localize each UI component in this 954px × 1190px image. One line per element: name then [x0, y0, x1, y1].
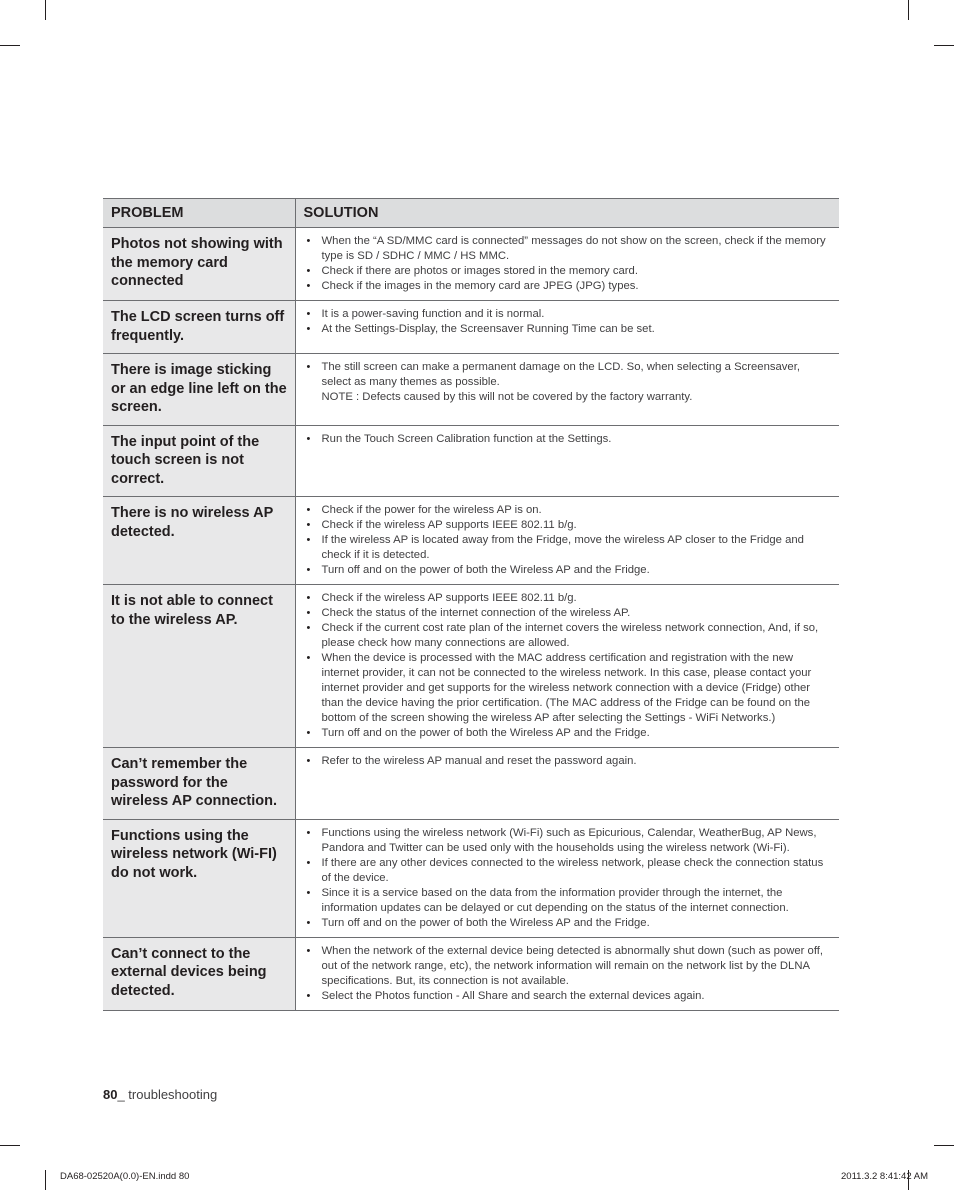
- table-header-row: [103, 199, 839, 228]
- solution-item: • Functions using the wireless network (Wi-Fi) such as Epicurious, Calendar, WeatherBug, AP News, Pandora and Twitter can be used only with the households using the wireless network (Wi-Fi).: [304, 826, 832, 856]
- solution-list: [304, 234, 832, 294]
- solution-cell: [295, 819, 839, 937]
- solution-list: [304, 944, 832, 1004]
- solution-item: • It is a power-saving function and it is normal.: [304, 307, 832, 322]
- solution-item: • If there are any other devices connected to the wireless network, please check the connection status of the device.: [304, 856, 832, 886]
- solution-item: • Turn off and on the power of both the Wireless AP and the Fridge.: [304, 563, 832, 578]
- solution-item: • Turn off and on the power of both the Wireless AP and the Fridge.: [304, 726, 832, 741]
- solution-cell: [295, 228, 839, 301]
- crop-mark: [908, 0, 909, 20]
- solution-list: [304, 307, 832, 337]
- table-row: [103, 354, 839, 426]
- problem-cell: Functions using the wireless network (Wi-FI) do not work.: [103, 819, 295, 937]
- solution-column-header: SOLUTION: [295, 199, 839, 228]
- table-row: [103, 228, 839, 301]
- crop-mark: [45, 0, 46, 20]
- problem-cell: Can’t remember the password for the wireless AP connection.: [103, 748, 295, 820]
- page-footer: [103, 1087, 217, 1102]
- solution-list: [304, 826, 832, 931]
- solution-item: • Check if the wireless AP supports IEEE 802.11 b/g.: [304, 591, 832, 606]
- solution-list: [304, 360, 832, 405]
- solution-item: • When the “A SD/MMC card is connected” messages do not show on the screen, check if the memory type is SD / SDHC / MMC / HS MMC.: [304, 234, 832, 264]
- solution-item: NOTE : Defects caused by this will not be covered by the factory warranty.: [321, 391, 693, 403]
- problem-cell: There is image sticking or an edge line left on the screen.: [103, 354, 295, 426]
- page-number: 80: [103, 1087, 118, 1102]
- solution-item: • Refer to the wireless AP manual and reset the password again.: [304, 754, 832, 769]
- crop-mark: [0, 1145, 20, 1146]
- problem-cell: The input point of the touch screen is not correct.: [103, 425, 295, 497]
- solution-item: • When the network of the external device being detected is abnormally shut down (such as power off, out of the network range, etc), the network information will remain on the network list by the DLNA specifications. But, its connection is not available.: [304, 944, 832, 989]
- troubleshooting-table: [103, 198, 839, 1011]
- problem-cell: There is no wireless AP detected.: [103, 497, 295, 585]
- crop-mark: [934, 1145, 954, 1146]
- solution-cell: [295, 937, 839, 1010]
- solution-item: • Check if the power for the wireless AP is on.: [304, 503, 832, 518]
- solution-item: • Turn off and on the power of both the Wireless AP and the Fridge.: [304, 916, 832, 931]
- solution-item: • Select the Photos function - All Share and search the external devices again.: [304, 989, 832, 1004]
- solution-item: • Run the Touch Screen Calibration function at the Settings.: [304, 432, 832, 447]
- solution-list: [304, 591, 832, 741]
- table-row: [103, 497, 839, 585]
- solution-list: [304, 503, 832, 578]
- problem-cell: The LCD screen turns off frequently.: [103, 301, 295, 354]
- table-row: [103, 819, 839, 937]
- section-name: _ troubleshooting: [117, 1087, 218, 1102]
- table-row: [103, 748, 839, 820]
- slug-timestamp: 2011.3.2 8:41:42 AM: [841, 1171, 928, 1182]
- solution-item: • Check if there are photos or images stored in the memory card.: [304, 264, 832, 279]
- solution-item: • Check if the current cost rate plan of the internet covers the wireless network connection, And, if so, please check how many connections are allowed.: [304, 621, 832, 651]
- solution-list: [304, 432, 832, 447]
- crop-mark: [45, 1170, 46, 1190]
- problem-cell: Photos not showing with the memory card connected: [103, 228, 295, 301]
- table-row: [103, 425, 839, 497]
- solution-list: [304, 754, 832, 769]
- solution-item: • When the device is processed with the MAC address certification and registration with the new internet provider, it can not be connected to the wireless network. In this case, please contact your internet provider and get supports for the wireless network connection with a device (Fridge) other than the device having the prior certification. (The MAC address of the Fridge can be found on the bottom of the screen showing the wireless AP after selecting the Settings - WiFi Networks.): [304, 651, 832, 726]
- solution-cell: [295, 425, 839, 497]
- solution-cell: [295, 497, 839, 585]
- solution-cell: [295, 748, 839, 820]
- solution-item: • Check if the wireless AP supports IEEE 802.11 b/g.: [304, 518, 832, 533]
- crop-mark: [934, 45, 954, 46]
- problem-cell: It is not able to connect to the wireless AP.: [103, 585, 295, 748]
- solution-cell: [295, 354, 839, 426]
- solution-cell: [295, 301, 839, 354]
- solution-item: • If the wireless AP is located away from the Fridge, move the wireless AP closer to the Fridge and check if it is detected.: [304, 533, 832, 563]
- solution-cell: [295, 585, 839, 748]
- problem-column-header: PROBLEM: [103, 199, 295, 228]
- table-row: [103, 937, 839, 1010]
- crop-mark: [0, 45, 20, 46]
- solution-item: • Check the status of the internet connection of the wireless AP.: [304, 606, 832, 621]
- problem-cell: Can’t connect to the external devices being detected.: [103, 937, 295, 1010]
- solution-item: • Since it is a service based on the data from the information provider through the internet, the information updates can be delayed or cut depending on the status of the internet connection.: [304, 886, 832, 916]
- solution-item: • At the Settings-Display, the Screensaver Running Time can be set.: [304, 322, 832, 337]
- table-row: [103, 585, 839, 748]
- solution-item: • Check if the images in the memory card are JPEG (JPG) types.: [304, 279, 832, 294]
- slug-filename: DA68-02520A(0.0)-EN.indd 80: [60, 1171, 190, 1182]
- solution-item: • The still screen can make a permanent damage on the LCD. So, when selecting a Screensaver, select as many themes as possible.: [304, 360, 832, 390]
- table-row: [103, 301, 839, 354]
